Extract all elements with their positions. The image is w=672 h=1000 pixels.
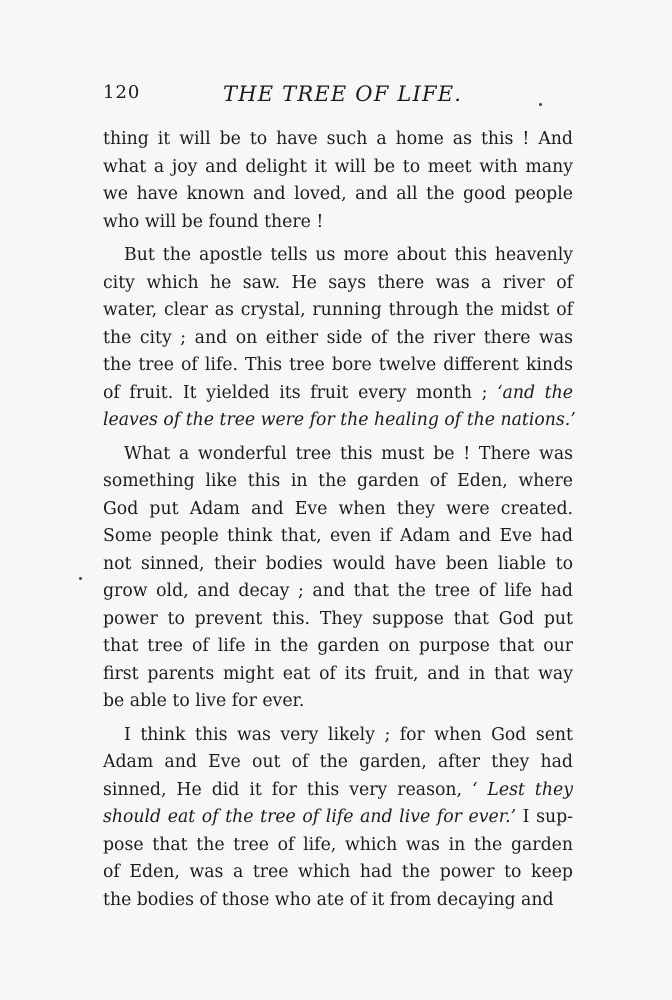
text-run: of Eden, was a tree which had the power to keep [103, 862, 573, 882]
text-run: water, clear as crystal, running through the midst of [103, 300, 573, 320]
text-line [103, 242, 573, 270]
text-run: we have known and loved, and all the good people [103, 184, 573, 204]
text-run: first parents might eat of its fruit, and in that way [103, 663, 573, 684]
text-line [103, 270, 573, 298]
text-run: the bodies of those who ate of it from decaying and [103, 889, 554, 910]
paragraph [103, 126, 573, 236]
print-speck [539, 103, 542, 106]
text-line [103, 468, 573, 496]
text-line [103, 578, 573, 606]
print-speck [79, 577, 82, 580]
text-line [103, 749, 573, 777]
paragraph [103, 722, 573, 915]
text-line [103, 887, 573, 915]
text-line [103, 325, 573, 353]
text-run: be able to live for ever. [103, 691, 305, 711]
text-line [103, 496, 573, 524]
text-line [103, 606, 573, 634]
text-run: the city ; and on either side of the river there was [103, 327, 573, 348]
text-line [103, 859, 573, 887]
italic-text-run: leaves of the tree were for the healing of the nations.’ [103, 410, 576, 430]
text-run: God put Adam and Eve when they were created. [103, 498, 573, 519]
text-run: What a wonderful tree this must be ! There was [124, 443, 573, 464]
paragraph [103, 441, 573, 716]
text-line [103, 523, 573, 551]
text-line [103, 804, 573, 832]
text-run: that tree of life in the garden on purpose that our [103, 636, 573, 656]
text-run: Some people think that, even if Adam and Eve had [103, 526, 573, 546]
text-run: Adam and Eve out of the garden, after they had [103, 752, 573, 772]
text-run: sinned, He did it for this very reason, [103, 779, 472, 800]
text-run: grow old, and decay ; and that the tree of life had [103, 581, 573, 601]
running-header [103, 82, 573, 112]
text-run: city which he saw. He says there was a river of [103, 272, 573, 293]
text-line [103, 297, 573, 325]
text-line [103, 832, 573, 860]
text-line [103, 722, 573, 750]
text-run: pose that the tree of life, which was in the garden [103, 834, 573, 855]
text-run: who will be found there ! [103, 211, 324, 232]
text-line [103, 154, 573, 182]
text-line [103, 661, 573, 689]
text-line [103, 181, 573, 209]
text-run: But the apostle tells us more about this heavenly [124, 245, 573, 265]
text-run: something like this in the garden of Eden, where [103, 471, 573, 491]
text-run: thing it will be to have such a home as this ! And [103, 129, 573, 149]
italic-text-run: ‘and the [497, 382, 573, 403]
text-line [103, 551, 573, 579]
running-title: THE TREE OF LIFE. [223, 82, 463, 106]
text-run: what a joy and delight it will be to meet with many [103, 156, 573, 177]
text-line [103, 380, 573, 408]
italic-text-run: ‘ Lest they [471, 779, 573, 800]
text-run: the tree of life. This tree bore twelve different kinds [103, 355, 573, 375]
text-line [103, 407, 576, 435]
text-run: I sup- [516, 807, 573, 827]
text-run: power to prevent this. They suppose that God put [103, 608, 573, 629]
text-run: I think this was very likely ; for when God sent [124, 724, 573, 745]
text-line [103, 688, 573, 716]
text-line [103, 352, 573, 380]
text-line [103, 777, 573, 805]
text-line [103, 126, 573, 154]
text-run: not sinned, their bodies would have been liable to [103, 553, 573, 574]
text-line [103, 633, 573, 661]
italic-text-run: should eat of the tree of life and live for ever.’ [103, 807, 517, 827]
text-line [103, 441, 573, 469]
page-number: 120 [103, 82, 141, 103]
paragraph [103, 242, 576, 435]
body-text [103, 126, 576, 914]
text-run: of fruit. It yielded its fruit every month ; [103, 382, 498, 403]
text-line [103, 209, 573, 237]
